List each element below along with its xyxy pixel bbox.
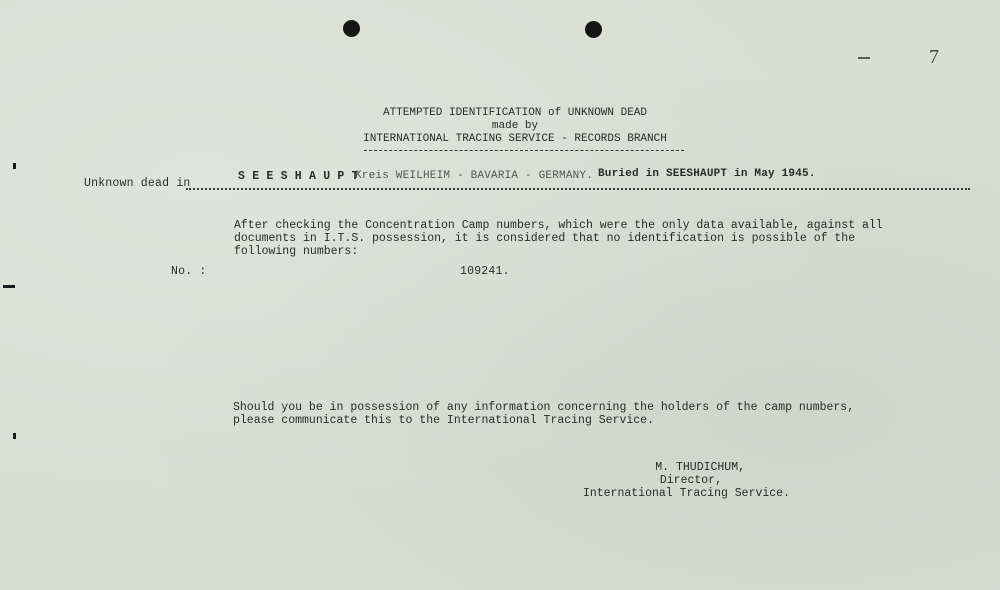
- paragraph-line: After checking the Concentration Camp numbers, which were the only data available, against all: [234, 219, 883, 232]
- header-made-by: made by: [491, 120, 539, 132]
- burial-info: Buried in SEESHAUPT in May 1945.: [598, 168, 816, 180]
- contact-paragraph: [233, 401, 854, 427]
- page-number: 7: [929, 46, 939, 68]
- location-detail: Kreis WEILHEIM - BAVARIA - GERMANY.: [355, 170, 594, 182]
- paragraph-line: Should you be in possession of any information concerning the holders of the camp numbers,: [233, 401, 855, 414]
- document-header: [330, 107, 700, 146]
- location-dotted-line: [186, 188, 970, 190]
- paragraph-line: documents in I.T.S. possession, it is considered that no identification is possible of the: [234, 232, 856, 245]
- paragraph-line: following numbers:: [234, 245, 359, 258]
- signatory-title: Director,: [659, 474, 722, 487]
- margin-mark: [13, 433, 16, 439]
- identification-paragraph: [234, 219, 883, 258]
- location-place: S E E S H A U P T: [238, 170, 359, 183]
- header-organization: INTERNATIONAL TRACING SERVICE - RECORDS BRANCH: [363, 133, 667, 145]
- margin-mark: [13, 163, 16, 169]
- signatory-organization: International Tracing Service.: [582, 487, 790, 500]
- punch-hole-right: [585, 21, 602, 38]
- unknown-dead-label: Unknown dead in: [84, 177, 191, 190]
- signature-block: [560, 461, 790, 500]
- camp-number: 109241.: [460, 265, 510, 278]
- paragraph-line: please communicate this to the International Tracing Service.: [233, 414, 654, 427]
- margin-mark: [3, 285, 15, 288]
- number-label: No. :: [171, 265, 207, 278]
- signatory-name: M. THUDICHUM,: [655, 461, 745, 474]
- header-underline: [364, 150, 684, 151]
- header-title: ATTEMPTED IDENTIFICATION of UNKNOWN DEAD: [382, 107, 648, 119]
- page-number-dash: [858, 57, 870, 59]
- punch-hole-left: [343, 20, 360, 37]
